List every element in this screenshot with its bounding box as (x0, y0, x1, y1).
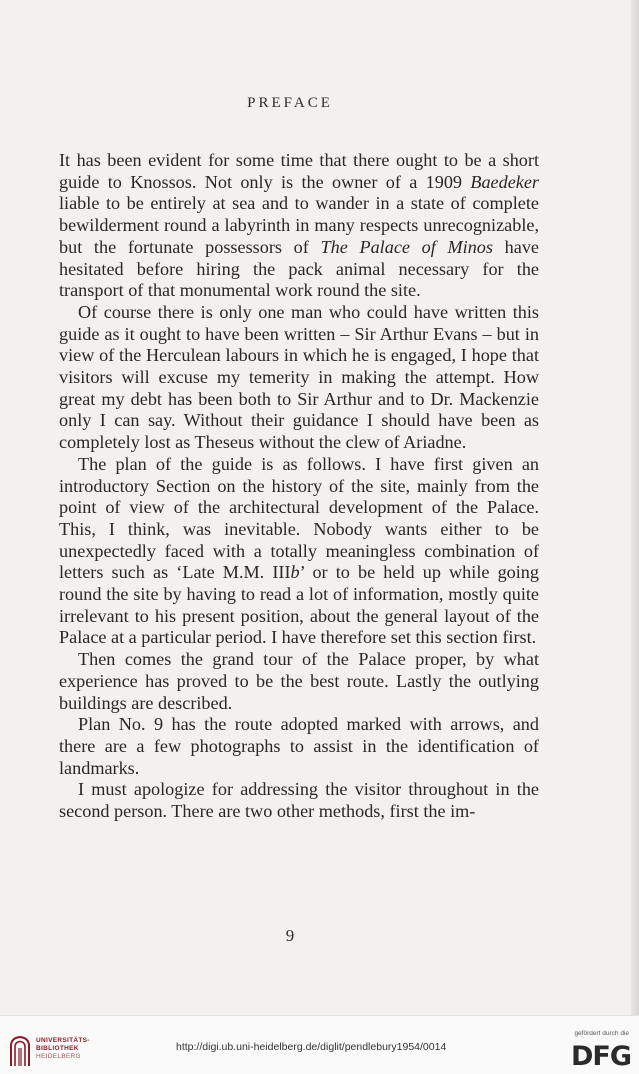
page-heading: PREFACE (247, 95, 333, 111)
funding-text: gefördert durch die (574, 1030, 629, 1037)
paragraph (59, 302, 539, 454)
text-run: ’ or to be held up while going round the site by having to read a lot of information, mostly quite irrelevant to his present position, about the general layout of the Palace at a particular period. I have therefore set this section first. (59, 562, 539, 648)
text-run: I must apologize for addressing the visitor throughout in the second person. There are two other methods, first the im- (59, 779, 539, 822)
page-gutter-shadow (631, 0, 639, 1015)
paragraph (59, 714, 539, 779)
paragraph (59, 150, 539, 302)
paragraph (59, 649, 539, 714)
footer-bar (0, 1015, 639, 1074)
paragraph (59, 779, 539, 822)
dfg-logo: DFG (570, 1041, 631, 1072)
text-run: liable to be entirely at sea and to wander in a state of complete bewilderment round a labyrinth in many respects unrecognizable, but the fortunate possessors of (59, 193, 539, 257)
text-run: Plan No. 9 has the route adopted marked with arrows, and there are a few photographs to assist in the identification of landmarks. (59, 714, 539, 778)
italic-text: The Palace of Minos (320, 236, 493, 257)
text-run: It has been evident for some time that there ought to be a short guide to Knossos. Not only is the owner of a 1909 (59, 150, 539, 192)
text-run: Then comes the grand tour of the Palace proper, by what experience has proved to be the best route. Lastly the outlying buildings are described. (59, 649, 539, 713)
body-text (59, 150, 539, 823)
text-run: Of course there is only one man who could have written this guide as it ought to have been written – Sir Arthur Evans – but in view of the Herculean labours in which he is engaged, I hope that visitors will excuse my temerity in making the attempt. How great my debt has been both to Sir Arthur and to Dr. Mackenzie only I can say. Without their guidance I should have been as completely lost as Theseus without the clew of Ariadne. (59, 301, 539, 453)
library-name-line-1: UNIVERSITÄTS- (36, 1037, 90, 1044)
text-run: The plan of the guide is as follows. I have first given an introductory Section on the history of the site, mainly from the point of view of the architectural development of the Palace. This, I think, was inevitable. Nobody wants either to be unexpectedly faced with a totally meaningless combination of letters such as ‘Late M.M. III (59, 453, 539, 583)
permalink-url[interactable]: http://digi.ub.uni-heidelberg.de/diglit/pendlebury1954/0014 (176, 1041, 447, 1053)
library-name-line-2: BIBLIOTHEK (36, 1045, 79, 1052)
italic-text: Baedeker (470, 171, 539, 192)
library-name (36, 1037, 90, 1061)
library-name-line-3: HEIDELBERG (36, 1053, 81, 1060)
university-library-logo-icon (8, 1034, 32, 1068)
italic-text: b (290, 562, 300, 583)
text-run: have hesitated before hiring the pack animal necessary for the transport of that monumental work round the site. (59, 236, 539, 301)
page-number: 9 (285, 926, 295, 945)
paragraph (59, 454, 539, 649)
